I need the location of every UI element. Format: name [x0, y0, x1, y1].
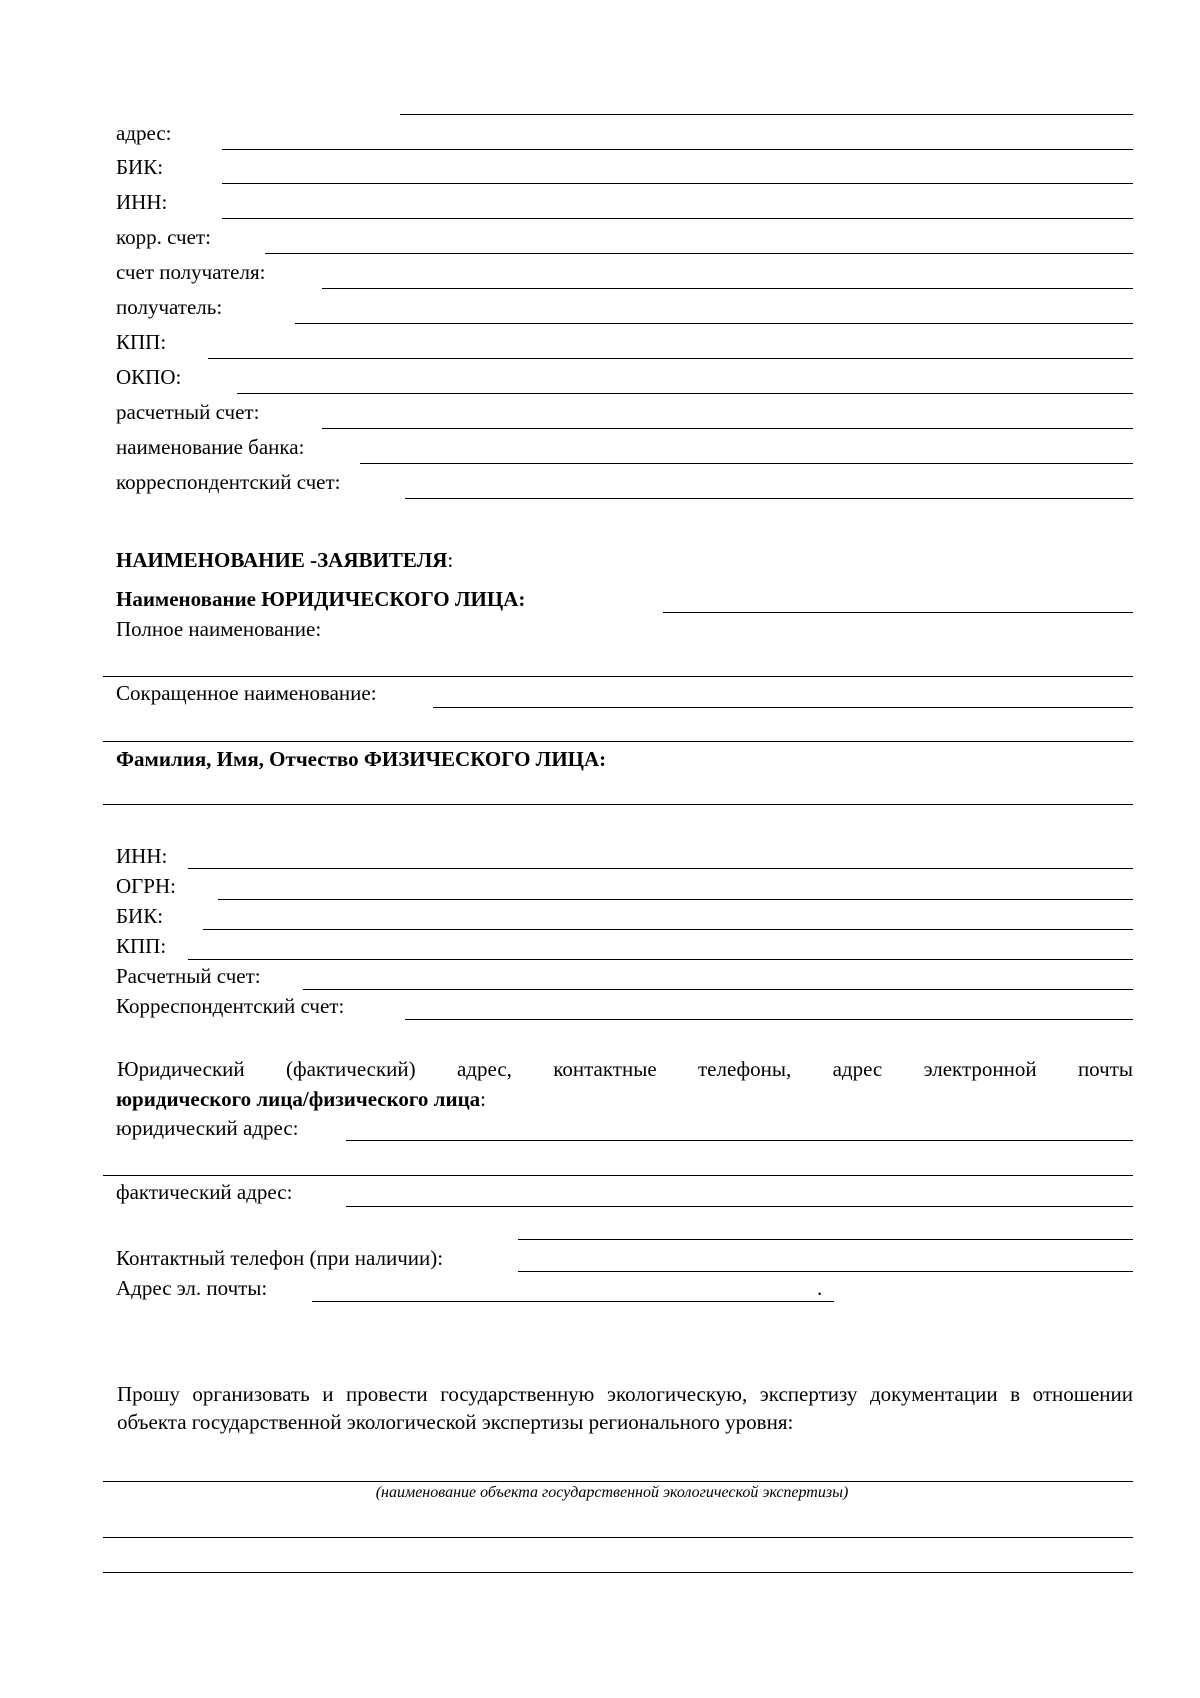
bank-inn-field[interactable]: [222, 218, 1133, 219]
legal-address-label: юридический адрес:: [116, 1116, 299, 1140]
bank-corr-account-label: корреспондентский счет:: [116, 470, 341, 494]
phone-field-top[interactable]: [518, 1239, 1133, 1240]
individual-label: Фамилия, Имя, Отчество ФИЗИЧЕСКОГО ЛИЦА:: [116, 747, 607, 771]
contacts-intro-line2: [116, 1087, 486, 1111]
bank-recipient-label: получатель:: [116, 295, 223, 319]
email-label: Адрес эл. почты:: [116, 1276, 268, 1300]
applicant-kpp-field[interactable]: [188, 959, 1133, 960]
phone-label: Контактный телефон (при наличии):: [116, 1246, 444, 1270]
short-name-field-2[interactable]: [103, 741, 1133, 742]
short-name-label: Сокращенное наименование:: [116, 681, 377, 705]
legal-address-field-2[interactable]: [103, 1175, 1133, 1176]
individual-field[interactable]: [103, 804, 1133, 805]
legal-entity-label: Наименование ЮРИДИЧЕСКОГО ЛИЦА:: [116, 587, 526, 611]
applicant-heading-colon: :: [447, 548, 454, 572]
applicant-inn-label: ИНН:: [116, 844, 168, 868]
email-dot: .: [817, 1276, 823, 1300]
bank-recipient-account-label: счет получателя:: [116, 260, 266, 284]
bank-settlement-label: расчетный счет:: [116, 400, 260, 424]
applicant-corr-account-label: Корреспондентский счет:: [116, 994, 345, 1018]
actual-address-field[interactable]: [346, 1206, 1133, 1207]
full-name-label: Полное наименование:: [116, 617, 322, 641]
bank-okpo-label: ОКПО:: [116, 365, 182, 389]
bank-kpp-field[interactable]: [208, 358, 1133, 359]
bank-bik-field[interactable]: [222, 183, 1133, 184]
bank-recipient-field[interactable]: [295, 323, 1133, 324]
applicant-heading: [116, 548, 453, 572]
applicant-corr-account-field[interactable]: [405, 1019, 1133, 1020]
legal-address-field[interactable]: [346, 1140, 1133, 1141]
short-name-field[interactable]: [433, 707, 1133, 708]
bank-corr-account-field[interactable]: [405, 498, 1133, 499]
bank-recipient-account-field[interactable]: [322, 288, 1133, 289]
bank-kpp-label: КПП:: [116, 330, 167, 354]
bank-corr-short-label: корр. счет:: [116, 225, 211, 249]
applicant-settlement-field[interactable]: [303, 989, 1133, 990]
bank-address-label: адрес:: [116, 121, 172, 145]
object-name-field-3[interactable]: [103, 1572, 1133, 1573]
object-name-caption: (наименование объекта государственной экологической экспертизы): [375, 1484, 849, 1501]
applicant-heading-text: НАИМЕНОВАНИЕ -ЗАЯВИТЕЛЯ: [116, 548, 448, 572]
applicant-ogrn-label: ОГРН:: [116, 874, 176, 898]
bank-corr-short-field[interactable]: [265, 253, 1133, 254]
applicant-bik-field[interactable]: [203, 929, 1133, 930]
applicant-ogrn-field[interactable]: [218, 899, 1133, 900]
applicant-bik-label: БИК:: [116, 904, 164, 928]
object-name-field-2[interactable]: [103, 1537, 1133, 1538]
contacts-intro-colon: :: [480, 1087, 487, 1111]
object-name-field[interactable]: [103, 1481, 1133, 1482]
applicant-kpp-label: КПП:: [116, 934, 167, 958]
bank-okpo-field[interactable]: [237, 393, 1133, 394]
request-paragraph: Прошу организовать и провести государственную экологическую, экспертизу документации в отношении объекта государственной экологической экспертизы регионального уровня:: [117, 1382, 1133, 1434]
bank-bik-label: БИК:: [116, 155, 164, 179]
contacts-intro-line1: Юридический (фактический) адрес, контактные телефоны, адрес электронной почты: [117, 1057, 1133, 1081]
legal-entity-field[interactable]: [663, 612, 1133, 613]
bank-name-label: наименование банка:: [116, 435, 305, 459]
top-fill-line: [400, 114, 1133, 115]
contacts-intro-bold: юридического лица/физического лица: [116, 1087, 481, 1111]
bank-inn-label: ИНН:: [116, 190, 168, 214]
applicant-inn-field[interactable]: [188, 868, 1133, 869]
phone-field[interactable]: [518, 1271, 1133, 1272]
actual-address-label: фактический адрес:: [116, 1180, 293, 1204]
full-name-field[interactable]: [103, 676, 1133, 677]
bank-name-field[interactable]: [360, 463, 1133, 464]
bank-settlement-field[interactable]: [322, 428, 1133, 429]
email-field[interactable]: [312, 1301, 834, 1302]
bank-address-field[interactable]: [222, 149, 1133, 150]
applicant-settlement-label: Расчетный счет:: [116, 964, 261, 988]
